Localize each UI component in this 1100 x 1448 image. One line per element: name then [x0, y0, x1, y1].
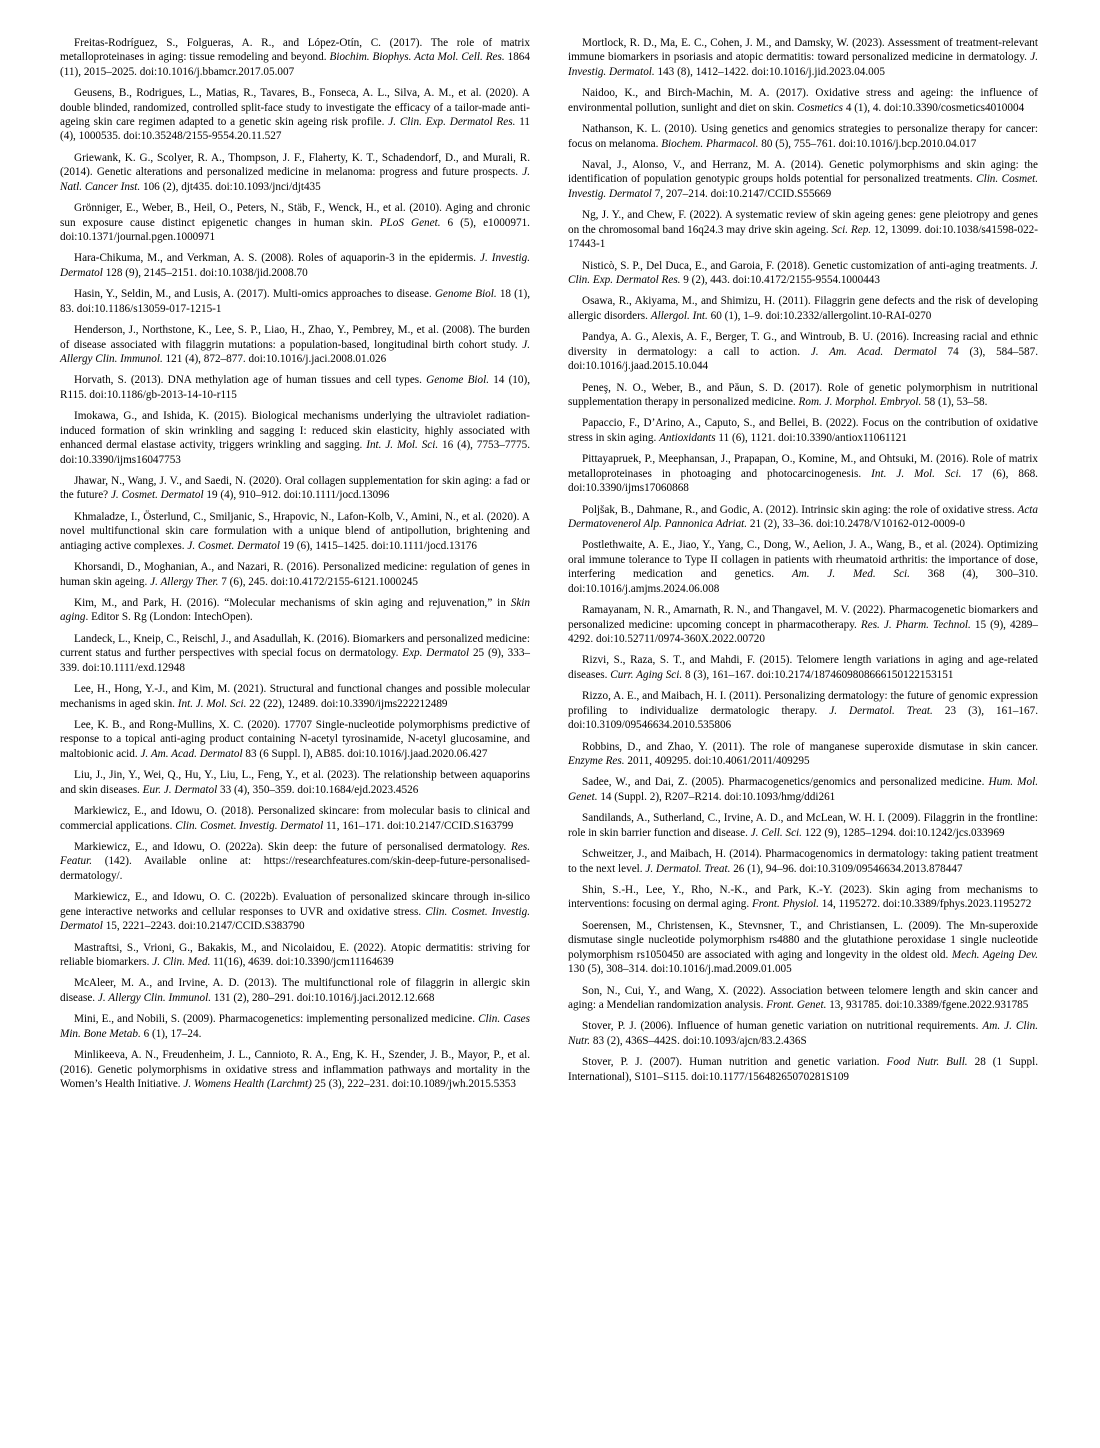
reference-entry: Pittayapruek, P., Meephansan, J., Prapapan, O., Komine, M., and Ohtsuki, M. (2016). Role of matrix metalloproteinases in photoaging and photocarcinogenesis. Int. J. Mol. Sci. 17 (6), 868. doi:10.3390/ijms17060868	[568, 453, 1038, 495]
reference-entry: Grönniger, E., Weber, B., Heil, O., Peters, N., Stäb, F., Wenck, H., et al. (2010). Aging and chronic sun exposure cause distinct epigenetic changes in human skin. PLoS Genet. 6 (5), e1000971. doi:10.1371/journal.pgen.1000971	[60, 202, 530, 243]
reference-column-left	[60, 36, 530, 1430]
reference-entry: Rizzo, A. E., and Maibach, H. I. (2011). Personalizing dermatology: the future of genomic expression profiling to individualize dermatologic therapy. J. Dermatol. Treat. 23 (3), 161–167. doi:10.3109/09546634.2010.535806	[568, 690, 1039, 732]
reference-entry: Lee, K. B., and Rong-Mullins, X. C. (2020). 17707 Single-nucleotide polymorphisms predictive of response to a topical anti-aging product containing N-acetyl tyrosinamide, N-acetyl glucosamine, and maltobionic acid. J. Am. Acad. Dermatol 83 (6 Suppl. l), AB85. doi:10.1016/j.jaad.2020.06.427	[60, 719, 530, 760]
reference-entry: Ng, J. Y., and Chew, F. (2022). A systematic review of skin ageing genes: gene pleiotropy and genes on the chromosomal band 16q24.3 may drive skin ageing. Sci. Rep. 12, 13099. doi:10.1038/s41598-022-17443-1	[568, 209, 1038, 251]
reference-entry: Schweitzer, J., and Maibach, H. (2014). Pharmacogenomics in dermatology: taking patient treatment to the next level. J. Dermatol. Treat. 26 (1), 94–96. doi:10.3109/09546634.2013.878447	[568, 848, 1038, 875]
reference-entry: Landeck, L., Kneip, C., Reischl, J., and Asadullah, K. (2016). Biomarkers and personalized medicine: current status and further perspectives with special focus on dermatology. Exp. Dermatol 25 (9), 333–339. doi:10.1111/exd.12948	[60, 632, 531, 674]
reference-entry: Hasin, Y., Seldin, M., and Lusis, A. (2017). Multi-omics approaches to disease. Genome Biol. 18 (1), 83. doi:10.1186/s13059-017-1215-1	[60, 288, 530, 315]
reference-entry: Stover, P. J. (2007). Human nutrition and genetic variation. Food Nutr. Bull. 28 (1 Suppl. International), S101–S115. doi:10.1177/15648265070281S109	[568, 1056, 1038, 1083]
reference-entry: Markiewicz, E., and Idowu, O. C. (2022b). Evaluation of personalized skincare through in-silico gene interactive networks and cellular responses to UVR and oxidative stress. Clin. Cosmet. Investig. Dermatol 15, 2221–2243. doi:10.2147/CCID.S383790	[60, 891, 531, 933]
reference-entry: Henderson, J., Northstone, K., Lee, S. P., Liao, H., Zhao, Y., Pembrey, M., et al. (2008). The burden of disease associated with filaggrin mutations: a population-based, longitudinal birth cohort study. J. Allergy Clin. Immunol. 121 (4), 872–877. doi:10.1016/j.jaci.2008.01.026	[60, 324, 530, 365]
reference-entry: Stover, P. J. (2006). Influence of human genetic variation on nutritional requirements. Am. J. Clin. Nutr. 83 (2), 436S–442S. doi:10.1093/ajcn/83.2.436S	[568, 1020, 1039, 1047]
reference-entry: Lee, H., Hong, Y.-J., and Kim, M. (2021). Structural and functional changes and possible molecular mechanisms in aged skin. Int. J. Mol. Sci. 22 (22), 12489. doi:10.3390/ijms222212489	[60, 683, 530, 710]
reference-entry: Rizvi, S., Raza, S. T., and Mahdi, F. (2015). Telomere length variations in aging and age-related diseases. Curr. Aging Sci. 8 (3), 161–167. doi:10.2174/1874609808666150122153151	[568, 654, 1038, 681]
reference-entry: Papaccio, F., D’Arino, A., Caputo, S., and Bellei, B. (2022). Focus on the contribution of oxidative stress in skin aging. Antioxidants 11 (6), 1121. doi:10.3390/antiox11061121	[568, 417, 1038, 444]
reference-entry: Imokawa, G., and Ishida, K. (2015). Biological mechanisms underlying the ultraviolet radiation-induced formation of skin wrinkling and sagging I: reduced skin elasticity, highly associated with enhanced dermal elastase activity, triggers wrinkling and sagging. Int. J. Mol. Sci. 16 (4), 7753–7775. doi:10.3390/ijms16047753	[60, 410, 531, 466]
reference-entry: Kim, M., and Park, H. (2016). “Molecular mechanisms of skin aging and rejuvenation,” in Skin aging. Editor S. Rg (London: IntechOpen).	[60, 597, 530, 624]
reference-entry: Naidoo, K., and Birch-Machin, M. A. (2017). Oxidative stress and ageing: the influence of environmental pollution, sunlight and diet on skin. Cosmetics 4 (1), 4. doi:10.3390/cosmetics4010004	[568, 87, 1038, 114]
reference-entry: Son, N., Cui, Y., and Wang, X. (2022). Association between telomere length and skin cancer and aging: a Mendelian randomization analysis. Front. Genet. 13, 931785. doi:10.3389/fgene.2022.931785	[568, 984, 1038, 1011]
reference-entry: Shin, S.-H., Lee, Y., Rho, N.-K., and Park, K.-Y. (2023). Skin aging from mechanisms to interventions: focusing on dermal aging. Front. Physiol. 14, 1195272. doi:10.3389/fphys.2023.1195272	[568, 884, 1038, 911]
reference-entry: Pandya, A. G., Alexis, A. F., Berger, T. G., and Wintroub, B. U. (2016). Increasing racial and ethnic diversity in dermatology: a call to action. J. Am. Acad. Dermatol 74 (3), 584–587. doi:10.1016/j.jaad.2015.10.044	[568, 331, 1039, 373]
reference-entry: Markiewicz, E., and Idowu, O. (2022a). Skin deep: the future of personalised dermatology. Res. Featur. (142). Available online at: https://researchfeatures.com/skin-deep-future-personalised-dermatology/.	[60, 841, 530, 882]
reference-entry: Liu, J., Jin, Y., Wei, Q., Hu, Y., Liu, L., Feng, Y., et al. (2023). The relationship between aquaporins and skin diseases. Eur. J. Dermatol 33 (4), 350–359. doi:10.1684/ejd.2023.4526	[60, 769, 530, 796]
reference-entry: Jhawar, N., Wang, J. V., and Saedi, N. (2020). Oral collagen supplementation for skin aging: a fad or the future? J. Cosmet. Dermatol 19 (4), 910–912. doi:10.1111/jocd.13096	[60, 475, 530, 502]
reference-entry: Khmaladze, I., Österlund, C., Smiljanic, S., Hrapovic, N., Lafon-Kolb, V., Amini, N., et al. (2020). A novel multifunctional skin care formulation with a unique blend of antipollution, brightening and antiaging active complexes. J. Cosmet. Dermatol 19 (6), 1415–1425. doi:10.1111/jocd.13176	[60, 510, 530, 552]
reference-entry: Robbins, D., and Zhao, Y. (2011). The role of manganese superoxide dismutase in skin cancer. Enzyme Res. 2011, 409295. doi:10.4061/2011/409295	[568, 740, 1038, 767]
reference-entry: Griewank, K. G., Scolyer, R. A., Thompson, J. F., Flaherty, K. T., Schadendorf, D., and Murali, R. (2014). Genetic alterations and personalized medicine in melanoma: progress and future prospects. J. Natl. Cancer Inst. 106 (2), djt435. doi:10.1093/jnci/djt435	[60, 151, 530, 193]
reference-entry: Soerensen, M., Christensen, K., Stevnsner, T., and Christiansen, L. (2009). The Mn-superoxide dismutase single nucleotide polymorphism rs4880 and the glutathione peroxidase 1 single nucleotide polymorphism rs1050450 are associated with aging and longevity in the oldest old. Mech. Ageing Dev. 130 (5), 308–314. doi:10.1016/j.mad.2009.01.005	[568, 919, 1038, 976]
reference-entry: Poljšak, B., Dahmane, R., and Godic, A. (2012). Intrinsic skin aging: the role of oxidative stress. Acta Dermatovenerol Alp. Pannonica Adriat. 21 (2), 33–36. doi:10.2478/V10162-012-0009-0	[568, 503, 1038, 530]
reference-entry: Hara-Chikuma, M., and Verkman, A. S. (2008). Roles of aquaporin-3 in the epidermis. J. Investig. Dermatol 128 (9), 2145–2151. doi:10.1038/jid.2008.70	[60, 252, 530, 279]
reference-entry: Horvath, S. (2013). DNA methylation age of human tissues and cell types. Genome Biol. 14 (10), R115. doi:10.1186/gb-2013-14-10-r115	[60, 374, 531, 401]
reference-entry: Sadee, W., and Dai, Z. (2005). Pharmacogenetics/genomics and personalized medicine. Hum. Mol. Genet. 14 (Suppl. 2), R207–R214. doi:10.1093/hmg/ddi261	[568, 776, 1038, 803]
reference-entry: Osawa, R., Akiyama, M., and Shimizu, H. (2011). Filaggrin gene defects and the risk of developing allergic disorders. Allergol. Int. 60 (1), 1–9. doi:10.2332/allergolint.10-RAI-0270	[568, 295, 1038, 322]
reference-entry: Markiewicz, E., and Idowu, O. (2018). Personalized skincare: from molecular basis to clinical and commercial applications. Clin. Cosmet. Investig. Dermatol 11, 161–171. doi:10.2147/CCID.S163799	[60, 805, 530, 832]
reference-entry: Peneş, N. O., Weber, B., and Păun, S. D. (2017). Role of genetic polymorphism in nutritional supplementation therapy in personalized medicine. Rom. J. Morphol. Embryol. 58 (1), 53–58.	[568, 381, 1038, 408]
reference-entry: Postlethwaite, A. E., Jiao, Y., Yang, C., Dong, W., Aelion, J. A., Wang, B., et al. (2024). Optimizing oral immune tolerance to Type II collagen in patients with rheumatoid arthritis: the importance of dose, interfering medication and genetics. Am. J. Med. Sci. 368 (4), 300–310. doi:10.1016/j.amjms.2024.06.008	[568, 539, 1038, 595]
reference-entry: Mastraftsi, S., Vrioni, G., Bakakis, M., and Nicolaidou, E. (2022). Atopic dermatitis: striving for reliable biomarkers. J. Clin. Med. 11(16), 4639. doi:10.3390/jcm11164639	[60, 941, 530, 968]
reference-entry: Naval, J., Alonso, V., and Herranz, M. A. (2014). Genetic polymorphisms and skin aging: the identification of population genotypic groups holds potential for personalized treatments. Clin. Cosmet. Investig. Dermatol 7, 207–214. doi:10.2147/CCID.S55669	[568, 159, 1038, 200]
reference-entry: Freitas-Rodríguez, S., Folgueras, A. R., and López-Otín, C. (2017). The role of matrix metalloproteinases in aging: tissue remodeling and beyond. Biochim. Biophys. Acta Mol. Cell. Res. 1864 (11), 2015–2025. doi:10.1016/j.bbamcr.2017.05.007	[60, 37, 530, 78]
reference-entry: Khorsandi, D., Moghanian, A., and Nazari, R. (2016). Personalized medicine: regulation of genes in human skin ageing. J. Allergy Ther. 7 (6), 245. doi:10.4172/2155-6121.1000245	[60, 561, 530, 588]
reference-entry: Mortlock, R. D., Ma, E. C., Cohen, J. M., and Damsky, W. (2023). Assessment of treatment-relevant immune biomarkers in psoriasis and atopic dermatitis: toward personalized medicine in dermatology. J. Investig. Dermatol. 143 (8), 1412–1422. doi:10.1016/j.jid.2023.04.005	[568, 37, 1038, 78]
reference-entry: McAleer, M. A., and Irvine, A. D. (2013). The multifunctional role of filaggrin in allergic skin disease. J. Allergy Clin. Immunol. 131 (2), 280–291. doi:10.1016/j.jaci.2012.12.668	[60, 977, 530, 1004]
reference-entry: Nathanson, K. L. (2010). Using genetics and genomics strategies to personalize therapy for cancer: focus on melanoma. Biochem. Pharmacol. 80 (5), 755–761. doi:10.1016/j.bcp.2010.04.017	[568, 123, 1038, 150]
reference-entry: Mini, E., and Nobili, S. (2009). Pharmacogenetics: implementing personalized medicine. Clin. Cases Min. Bone Metab. 6 (1), 17–24.	[60, 1013, 530, 1040]
reference-entry: Ramayanam, N. R., Amarnath, R. N., and Thangavel, M. V. (2022). Pharmacogenetic biomarkers and personalized medicine: upcoming concept in pharmacotherapy. Res. J. Pharm. Technol. 15 (9), 4289–4292. doi:10.52711/0974-360X.2022.00720	[568, 604, 1038, 645]
reference-entry: Minlikeeva, A. N., Freudenheim, J. L., Cannioto, R. A., Eng, K. H., Szender, J. B., Mayor, P., et al. (2016). Genetic polymorphisms in oxidative stress and inflammation pathways and mortality in the Women’s Health Initiative. J. Womens Health (Larchmt) 25 (3), 222–231. doi:10.1089/jwh.2015.5353	[60, 1049, 530, 1090]
reference-entry: Geusens, B., Rodrigues, L., Matias, R., Tavares, B., Fonseca, A. L., Silva, A. M., et al. (2020). A double blinded, randomized, controlled split-face study to investigate the efficacy of a tailor-made anti-ageing skin care regimen adapted to a genetic skin ageing risk profile. J. Clin. Exp. Dermatol Res. 11 (4), 1000535. doi:10.35248/2155-9554.20.11.527	[60, 87, 531, 143]
reference-entry: Sandilands, A., Sutherland, C., Irvine, A. D., and McLean, W. H. I. (2009). Filaggrin in the frontline: role in skin barrier function and disease. J. Cell. Sci. 122 (9), 1285–1294. doi:10.1242/jcs.033969	[568, 812, 1038, 839]
reference-entry: Nisticò, S. P., Del Duca, E., and Garoia, F. (2018). Genetic customization of anti-aging treatments. J. Clin. Exp. Dermatol Res. 9 (2), 443. doi:10.4172/2155-9554.1000443	[568, 259, 1038, 286]
reference-column-right	[568, 36, 1038, 1430]
